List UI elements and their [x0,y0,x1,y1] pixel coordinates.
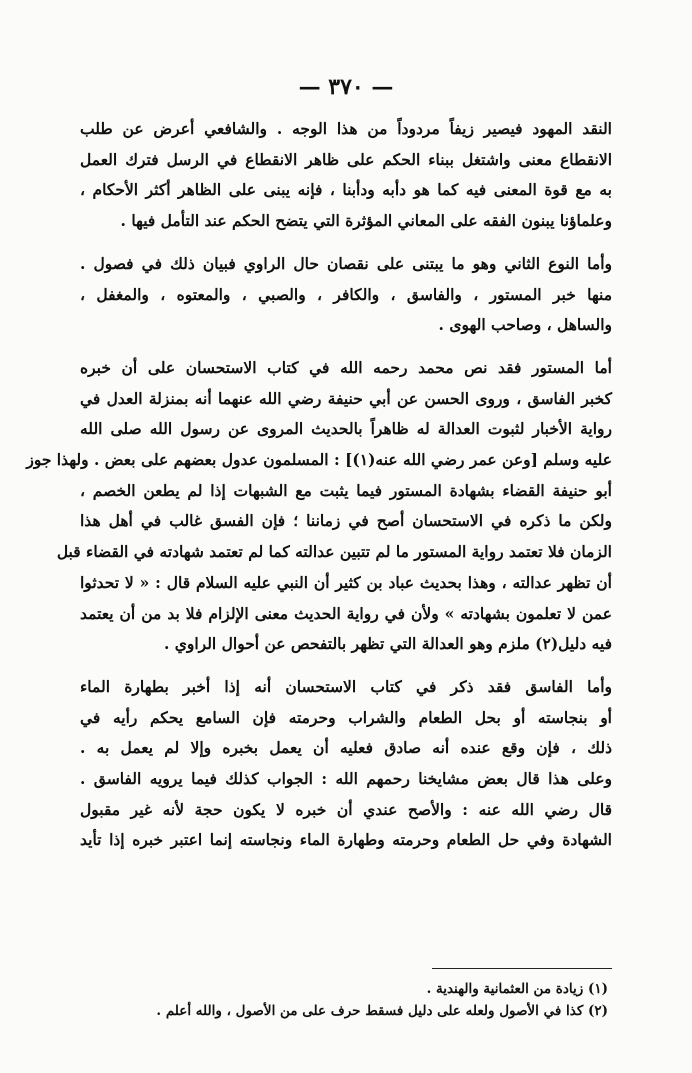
text-line: رواية الأخبار لثبوت العدالة له ظاهراً بالحديث المروى عن رسول الله صلى الله [80,419,612,439]
text-line: وعلى هذا قال بعض مشايخنا رحمهم الله : الجواب كذلك فيما يرويه الفاسق . [80,769,612,789]
text-line: به مع قوة المعنى فيه كما هو دأبه ودأبنا ، فإنه يبنى على الظاهر أكثر الأحكام ، [80,180,612,200]
text-line: فيه دليل(٢) ملزم وهو العدالة التي تظهر بالتفحص عن أحوال الراوي . [163,634,612,654]
text-line: أن تظهر عدالته ، وهذا بحديث عباد بن كثير أن النبي عليه السلام قال : « لا تحدثوا [80,572,612,592]
page-number: — ٣٧٠ — [298,74,394,100]
text-line: أبو حنيفة القضاء بشهادة المستور فيما يثبت مع الشبهات إذا لم يطعن الخصم ، [80,480,612,500]
text-line: أو بنجاسته أو بحل الطعام والشراب وحرمته فإن السامع يحكم رأيه في [80,707,612,727]
text-line: عليه وسلم [وعن عمر رضي الله عنه(١)] : المسلمون عدول بعضهم على بعض . ولهذا جوز [26,450,612,470]
text-line: النقد المهود فيصير زيفاً مردوداً من هذا الوجه . والشافعي أعرض عن طلب [80,119,612,138]
paragraph [80,114,612,237]
paragraph [80,249,612,341]
text-line: وعلماؤنا يبنون الفقه على المعاني المؤثرة التي يتضح الحكم عند التأمل فيها . [120,211,612,231]
text-line: منها خبر المستور ، والفاسق ، والكافر ، والصبي ، والمعتوه ، والمغفل ، [80,284,612,304]
paragraph [80,672,612,856]
footnote: (١) زيادة من العثمانية والهندية . [426,981,608,997]
text-line: الانقطاع معنى واشتغل ببناء الحكم على ظاهر الانقطاع في الرسل فترك العمل [80,149,612,169]
text-line: قال رضي الله عنه : والأصح عندي أن خبره لا يكون حجة لأنه غير مقبول [80,799,612,819]
text-line: الزمان فلا تعتمد رواية المستور ما لم تتبين عدالته كما لم تعتمد شهادته في القضاء قبل [56,542,612,562]
text-line: عمن لا تعلمون بشهادته » ولأن في رواية الحديث معنى الإلزام فلا بد من أن يعتمد [80,603,612,623]
footnote: (٢) كذا في الأصول ولعله على دليل فسقط حرف على من الأصول ، والله أعلم . [156,1003,608,1019]
footnote-separator [432,968,612,969]
text-line: ذلك ، فإن وقع عنده أنه صادق فعليه أن يعمل بخبره وإلا لم يعمل به . [80,738,612,758]
text-line: وأما النوع الثاني وهو ما يبتنى على نقصان حال الراوي فبيان ذلك في فصول . [80,253,612,273]
text-line: وأما الفاسق فقد ذكر في كتاب الاستحسان أنه إذا أخبر بطهارة الماء [80,676,612,696]
text-line: أما المستور فقد نص محمد رحمه الله في كتاب الاستحسان على أن خبره [80,357,612,377]
footnotes [88,978,608,1022]
text-line: الشهادة وفي حل الطعام وحرمته وطهارة الماء ونجاسته إنما اعتبر خبره إذا تأيد [80,830,612,850]
text-line: والساهل ، وصاحب الهوى . [438,315,612,335]
paragraph [26,353,612,660]
text-line: ولكن ما ذكره في الاستحسان أصح في زماننا ؛ فإن الفسق غالب في أهل هذا [80,511,612,531]
body-text [26,114,612,856]
text-line: كخبر الفاسق ، وروى الحسن عن أبي حنيفة رضي الله عنهما أنه بمنزلة العدل في [80,388,612,408]
